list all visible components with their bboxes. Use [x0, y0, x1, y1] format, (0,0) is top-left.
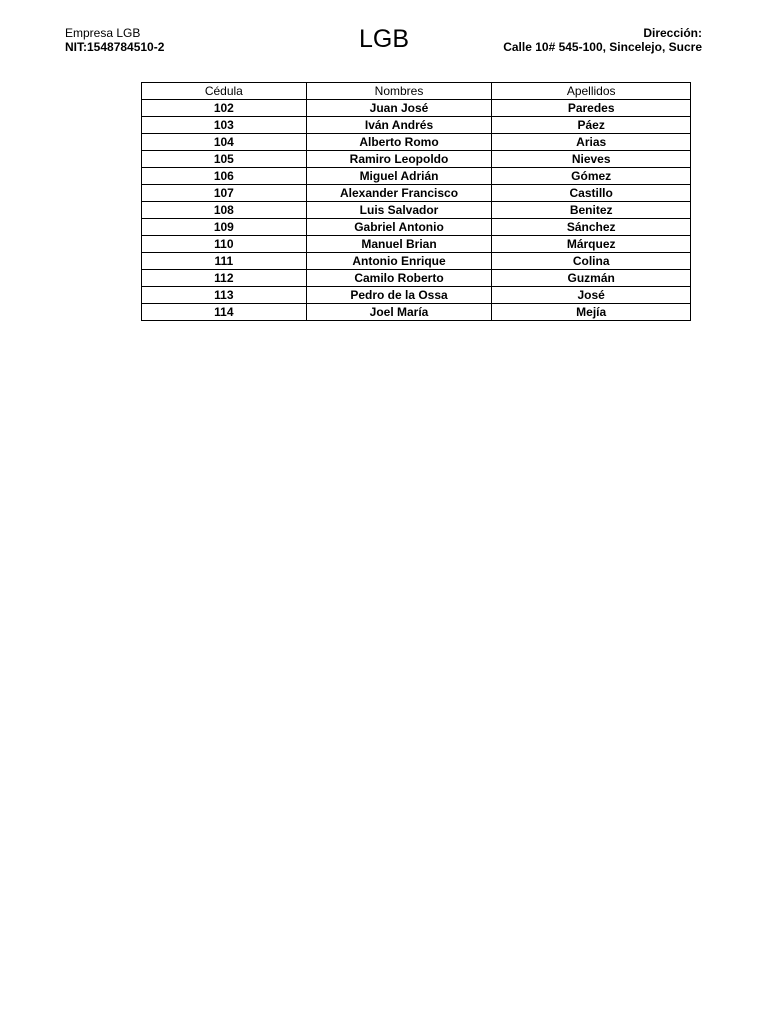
cell-nombres: Ramiro Leopoldo — [306, 151, 492, 168]
cell-apellidos: Arias — [492, 134, 691, 151]
cell-apellidos: Márquez — [492, 236, 691, 253]
page-title: LGB — [358, 25, 410, 53]
cell-apellidos: José — [492, 287, 691, 304]
table-row — [142, 304, 691, 321]
cell-nombres: Manuel Brian — [306, 236, 492, 253]
company-nit: NIT:1548784510-2 — [65, 40, 165, 54]
address-value: Calle 10# 545-100, Sincelejo, Sucre — [503, 40, 702, 54]
cell-cedula: 103 — [142, 117, 307, 134]
cell-cedula: 114 — [142, 304, 307, 321]
cell-apellidos: Gómez — [492, 168, 691, 185]
cell-cedula: 107 — [142, 185, 307, 202]
cell-nombres: Pedro de la Ossa — [306, 287, 492, 304]
cell-cedula: 113 — [142, 287, 307, 304]
cell-nombres: Iván Andrés — [306, 117, 492, 134]
table-header-row — [142, 83, 691, 100]
cell-cedula: 112 — [142, 270, 307, 287]
company-address — [503, 26, 702, 54]
cell-cedula: 102 — [142, 100, 307, 117]
cell-apellidos: Colina — [492, 253, 691, 270]
company-name: Empresa LGB — [65, 26, 141, 40]
table-row — [142, 219, 691, 236]
cell-apellidos: Castillo — [492, 185, 691, 202]
table-row — [142, 185, 691, 202]
cell-cedula: 108 — [142, 202, 307, 219]
cell-apellidos: Mejía — [492, 304, 691, 321]
cell-cedula: 104 — [142, 134, 307, 151]
table-row — [142, 134, 691, 151]
cell-nombres: Antonio Enrique — [306, 253, 492, 270]
cell-nombres: Joel María — [306, 304, 492, 321]
table-row — [142, 202, 691, 219]
table-row — [142, 100, 691, 117]
table-row — [142, 117, 691, 134]
cell-apellidos: Benitez — [492, 202, 691, 219]
cell-nombres: Camilo Roberto — [306, 270, 492, 287]
cell-apellidos: Nieves — [492, 151, 691, 168]
cell-apellidos: Guzmán — [492, 270, 691, 287]
cell-apellidos: Páez — [492, 117, 691, 134]
cell-nombres: Alberto Romo — [306, 134, 492, 151]
cell-cedula: 106 — [142, 168, 307, 185]
table-row — [142, 168, 691, 185]
table-row — [142, 287, 691, 304]
cell-cedula: 111 — [142, 253, 307, 270]
cell-cedula: 110 — [142, 236, 307, 253]
cell-cedula: 105 — [142, 151, 307, 168]
address-label: Dirección: — [643, 26, 702, 40]
cell-cedula: 109 — [142, 219, 307, 236]
column-header-cedula: Cédula — [142, 83, 307, 100]
cell-nombres: Juan José — [306, 100, 492, 117]
column-header-nombres: Nombres — [306, 83, 492, 100]
column-header-apellidos: Apellidos — [492, 83, 691, 100]
cell-nombres: Luis Salvador — [306, 202, 492, 219]
records-table — [141, 82, 691, 321]
table-row — [142, 151, 691, 168]
cell-nombres: Miguel Adrián — [306, 168, 492, 185]
cell-nombres: Alexander Francisco — [306, 185, 492, 202]
table-row — [142, 253, 691, 270]
cell-nombres: Gabriel Antonio — [306, 219, 492, 236]
table-row — [142, 270, 691, 287]
table-row — [142, 236, 691, 253]
cell-apellidos: Paredes — [492, 100, 691, 117]
cell-apellidos: Sánchez — [492, 219, 691, 236]
